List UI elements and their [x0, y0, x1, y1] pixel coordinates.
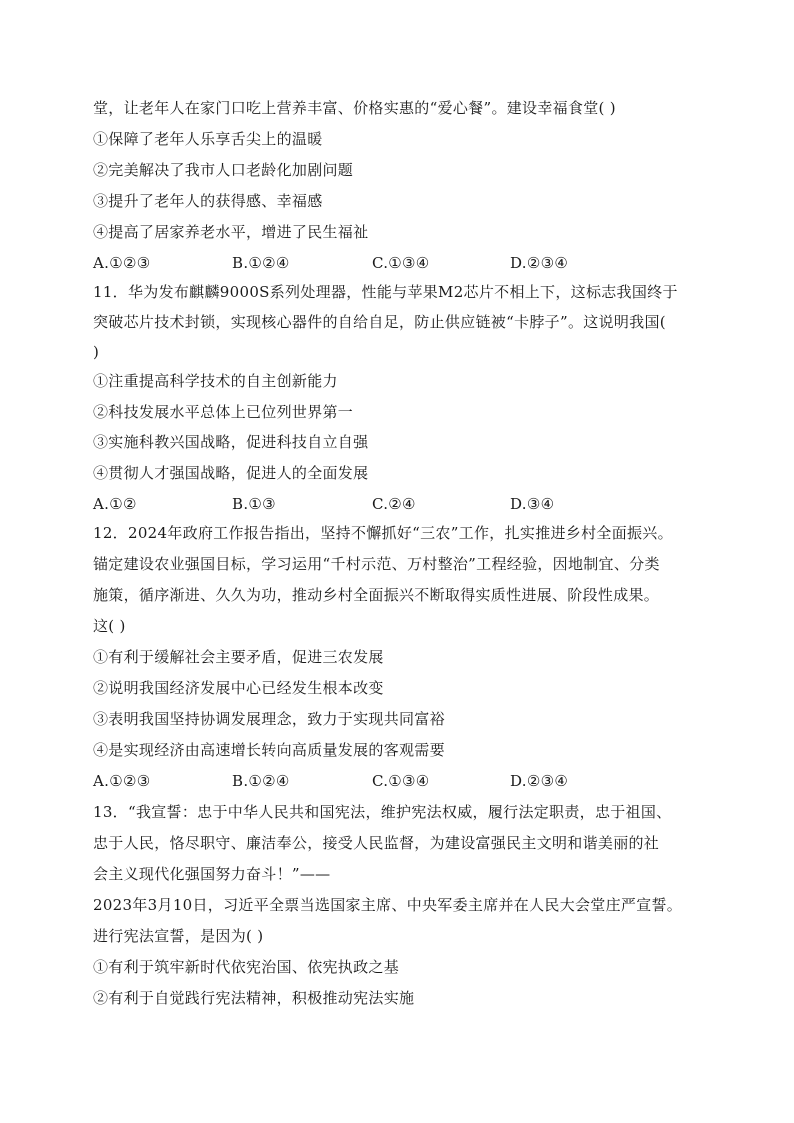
q10-item-3: ③提升了老年人的获得感、幸福感 [93, 192, 323, 210]
q11-item-4: ④贯彻人才强国战略，促进人的全面发展 [93, 464, 369, 482]
q11-item-3: ③实施科教兴国战略，促进科技自立自强 [93, 433, 369, 451]
q13-stem-line-2: 忠于人民，恪尽职守、廉洁奉公，接受人民监督，为建设富强民主文明和谐美丽的社 [93, 834, 660, 852]
q12-stem-line-1: 12．2024年政府工作报告指出，坚持不懈抓好“三农”工作，扎实推进乡村全面振兴。 [93, 524, 673, 542]
q12-option-b[interactable]: B.①②④ [232, 772, 290, 790]
q13-stem-line-1: 13．“我宣誓：忠于中华人民共和国宪法，维护宪法权威，履行法定职责，忠于祖国、 [93, 803, 672, 821]
q12-option-d[interactable]: D.②③④ [510, 772, 569, 790]
q11-option-a[interactable]: A.①② [93, 495, 137, 513]
q10-option-d[interactable]: D.②③④ [510, 254, 569, 272]
q10-item-2: ②完美解决了我市人口老龄化加剧问题 [93, 161, 354, 179]
q12-stem-line-3: 施策，循序渐进、久久为功，推动乡村全面振兴不断取得实质性进展、阶段性成果。 [93, 586, 660, 604]
q10-option-a[interactable]: A.①②③ [93, 254, 151, 272]
q12-item-3: ③表明我国坚持协调发展理念，致力于实现共同富裕 [93, 710, 445, 728]
q11-stem-line-2: 突破芯片技术封锁，实现核心器件的自给自足，防止供应链被“卡脖子”。这说明我国( [93, 313, 666, 331]
q13-stem-line-3: 会主义现代化强国努力奋斗！”—— [93, 865, 331, 883]
q10-stem-line: 堂，让老年人在家门口吃上营养丰富、价格实惠的“爱心餐”。建设幸福食堂( ) [93, 99, 616, 117]
q10-option-b[interactable]: B.①②④ [232, 254, 290, 272]
q12-item-2: ②说明我国经济发展中心已经发生根本改变 [93, 679, 384, 697]
q11-item-2: ②科技发展水平总体上已位列世界第一 [93, 403, 354, 421]
q10-options [93, 248, 703, 279]
q12-stem-line-4: 这( ) [93, 617, 126, 635]
q13-stem-line-5: 进行宪法宣誓，是因为( ) [93, 927, 264, 945]
q12-item-1: ①有利于缓解社会主要矛盾，促进三农发展 [93, 648, 384, 666]
q12-option-c[interactable]: C.①③④ [372, 772, 430, 790]
q13-stem-line-4: 2023年3月10日，习近平全票当选国家主席、中央军委主席并在人民大会堂庄严宣誓。 [93, 896, 683, 914]
q11-options [93, 489, 703, 520]
q13-item-1: ①有利于筑牢新时代依宪治国、依宪执政之基 [93, 958, 400, 976]
q12-stem-line-2: 锚定建设农业强国目标，学习运用“千村示范、万村整治”工程经验，因地制宜、分类 [93, 555, 660, 573]
q11-stem-line-1: 11．华为发布麒麟9000S系列处理器，性能与苹果M2芯片不相上下，这标志我国终于 [93, 283, 678, 301]
q12-option-a[interactable]: A.①②③ [93, 772, 151, 790]
q11-option-c[interactable]: C.②④ [372, 495, 416, 513]
q11-item-1: ①注重提高科学技术的自主创新能力 [93, 372, 338, 390]
q11-option-b[interactable]: B.①③ [232, 495, 276, 513]
q10-option-c[interactable]: C.①③④ [372, 254, 430, 272]
q10-item-1: ①保障了老年人乐享舌尖上的温暖 [93, 130, 323, 148]
q11-stem-line-3: ) [93, 343, 100, 361]
q12-item-4: ④是实现经济由高速增长转向高质量发展的客观需要 [93, 741, 445, 759]
q12-options [93, 766, 703, 797]
q10-item-4: ④提高了居家养老水平，增进了民生福祉 [93, 223, 369, 241]
q13-item-2: ②有利于自觉践行宪法精神，积极推动宪法实施 [93, 989, 415, 1007]
q11-option-d[interactable]: D.③④ [510, 495, 555, 513]
